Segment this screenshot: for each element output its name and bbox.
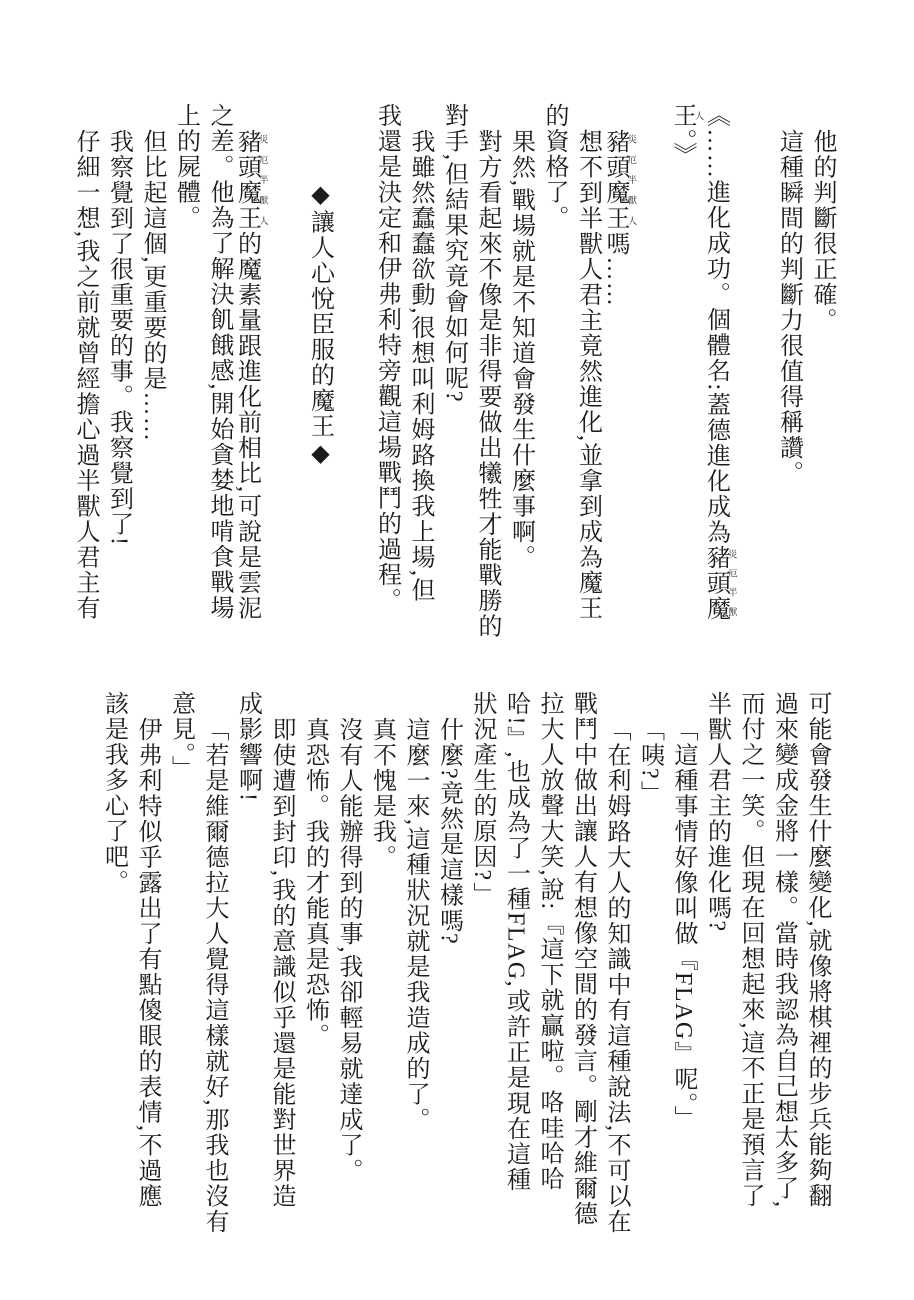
text-line: 過來變成金將一樣。當時我認為自己想太多了, xyxy=(770,691,797,1209)
text-line: 仔細一想,我之前就曾經擔心過半獸人君主有 xyxy=(72,128,98,621)
text-line: 狀況產生的原因?」 xyxy=(469,691,495,908)
text-line: 對方看起來不像是非得要做出犧牲才能戰勝的 xyxy=(474,128,500,639)
text-line: 「若是維爾德拉大人覺得這樣就好,那我也沒有 xyxy=(201,716,227,1234)
text-line: 成影響啊! xyxy=(234,691,261,803)
text-line: 之差。他為了解決飢餓感,開始貪婪地啃食戰場 xyxy=(206,103,232,621)
text-line: 他的判斷很正確。 xyxy=(809,128,835,333)
text-line: 豬頭魔王 災厄半獸人的魔素量跟進化前相比,可說是雲泥 xyxy=(233,128,269,621)
text-line: 真不愧是我。 xyxy=(368,716,395,870)
blank-column xyxy=(336,103,370,645)
text-line: 拉大人放聲大笑,說:『這下就贏啦。咯哇哈哈 xyxy=(536,691,562,1192)
text-line: 我察覺到了很重要的事。我察覺到了! xyxy=(105,128,132,546)
text-line: 的資格了。 xyxy=(541,103,567,231)
text-line: 什麼?竟然是這樣嗎? xyxy=(435,716,462,945)
bottom-page-text-block xyxy=(95,691,833,1234)
ruby-annotated-term: 豬頭魔王 災厄半獸人 xyxy=(233,128,269,231)
text-line: 戰鬥中做出讓人有想像空間的發言。剛才維爾德 xyxy=(569,691,596,1227)
text-line: 上的屍體。 xyxy=(172,103,199,231)
blank-column xyxy=(269,103,303,645)
text-line: 王 人。》 xyxy=(669,103,704,168)
text-line: 該是我多心了吧。 xyxy=(100,691,127,895)
text-line: 想不到半獸人君主竟然進化,並拿到成為魔王 xyxy=(574,128,601,621)
text-line: 我還是決定和伊弗利特旁觀這場戰鬥的過程。 xyxy=(373,103,400,613)
text-line: 真恐怖。我的才能真是恐怖。 xyxy=(301,716,328,1048)
text-line: 但比起這個,更重要的是…… xyxy=(139,128,165,442)
ruby-annotated-term: 王 人 xyxy=(669,103,704,129)
top-page-text-block xyxy=(67,103,838,645)
text-line: 沒有人能辦得到的事,我卻輕易就達成了。 xyxy=(335,716,361,1183)
text-line: 這種瞬間的判斷力很值得稱讚。 xyxy=(775,128,802,486)
ruby-annotated-term: 豬頭魔王 災厄半獸人 xyxy=(602,128,637,231)
text-line: 果然,戰場就是不知道會發生什麼事啊。 xyxy=(507,128,534,570)
text-line: 對手,但結果究竟會如何呢? xyxy=(440,103,467,404)
text-line: 半獸人君主的進化嗎? xyxy=(703,691,730,933)
text-line: 「在利姆路大人的知識中有這種說法,不可以在 xyxy=(603,716,629,1234)
ruby-annotated-term: 豬頭魔 災厄半獸 xyxy=(702,544,738,622)
text-line: 意見。」 xyxy=(167,691,194,781)
text-line: 伊弗利特似乎露出了有點傻眼的表情,不過應 xyxy=(134,716,160,1209)
blank-column xyxy=(637,103,671,645)
text-line: 哈!』,也成為了一種FLAG,或許正是現在這種 xyxy=(502,691,529,1193)
text-line: 《……進化成功。個體名:蓋德進化成為豬頭魔 災厄半獸 xyxy=(702,103,738,622)
text-line: ◆讓人心悅臣服的魔王◆ xyxy=(306,179,333,468)
text-line: 而付之一笑。但現在回想起來,這不正是預言了 xyxy=(737,691,763,1209)
text-line: 豬頭魔王 災厄半獸人嗎…… xyxy=(602,128,637,307)
text-line: 這麼一來,這種狀況就是我造成的了。 xyxy=(402,716,428,1132)
blank-column xyxy=(738,103,772,645)
text-line: 即使遭到封印,我的意識似乎還是能對世界造 xyxy=(268,716,294,1209)
text-line: 可能會發生什麼變化,就像將棋裡的步兵能夠翻 xyxy=(804,691,830,1209)
text-line: 「咦?」 xyxy=(636,716,663,806)
text-line: 我雖然蠢蠢欲動,很想叫利姆路換我上場,但 xyxy=(407,128,433,603)
text-line: 「這種事情好像叫做『FLAG』呢。」 xyxy=(670,716,696,1131)
